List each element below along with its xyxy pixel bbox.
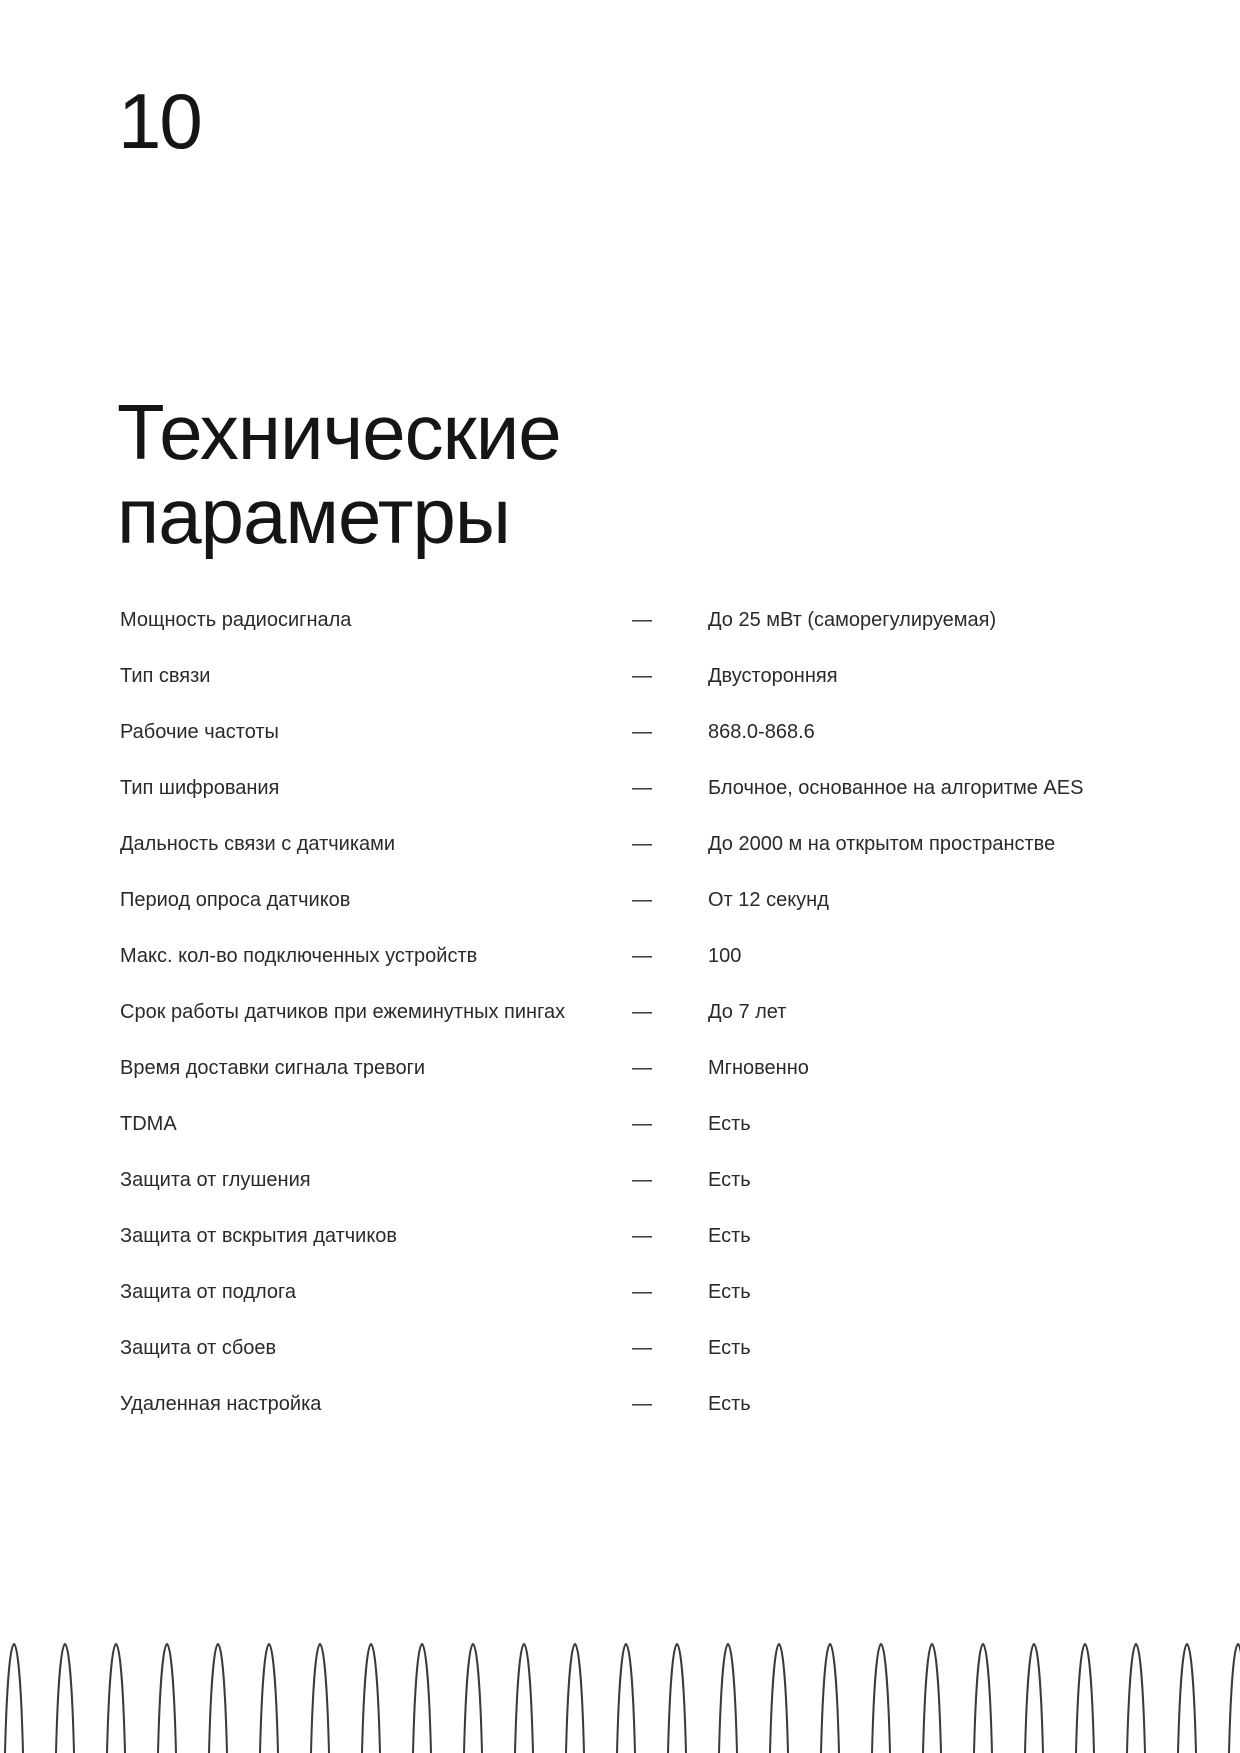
spec-label: Период опроса датчиков bbox=[120, 889, 351, 911]
spec-value: Есть bbox=[708, 1337, 751, 1359]
spec-value: До 25 мВт (саморегулируемая) bbox=[708, 609, 997, 631]
spec-dash: — bbox=[632, 777, 652, 799]
spec-row bbox=[120, 1320, 1120, 1376]
spec-dash: — bbox=[632, 665, 652, 687]
spec-row bbox=[120, 704, 1120, 760]
spec-dash: — bbox=[632, 721, 652, 743]
spec-value: Есть bbox=[708, 1169, 751, 1191]
spec-label: Макс. кол-во подключенных устройств bbox=[120, 945, 478, 967]
spec-row bbox=[120, 760, 1120, 816]
spec-label: Защита от подлога bbox=[120, 1281, 297, 1303]
spec-value: Блочное, основанное на алгоритме AES bbox=[708, 777, 1084, 799]
spec-list bbox=[120, 592, 1120, 1432]
spec-row bbox=[120, 1376, 1120, 1432]
spec-label: Защита от вскрытия датчиков bbox=[120, 1225, 398, 1247]
spec-row bbox=[120, 648, 1120, 704]
spec-dash: — bbox=[632, 1337, 652, 1359]
spec-label: Рабочие частоты bbox=[120, 721, 279, 743]
spec-value: До 7 лет bbox=[708, 1001, 787, 1023]
spec-dash: — bbox=[632, 833, 652, 855]
spec-dash: — bbox=[632, 1057, 652, 1079]
spec-value: До 2000 м на открытом пространстве bbox=[708, 833, 1056, 855]
spec-value: Двусторонняя bbox=[708, 665, 838, 687]
spec-label: Дальность связи с датчиками bbox=[120, 833, 396, 855]
spec-dash: — bbox=[632, 889, 652, 911]
spec-dash: — bbox=[632, 945, 652, 967]
spec-row bbox=[120, 816, 1120, 872]
spec-row bbox=[120, 1096, 1120, 1152]
spec-dash: — bbox=[632, 1225, 652, 1247]
spec-row bbox=[120, 928, 1120, 984]
page-title-line-2: параметры bbox=[117, 472, 510, 560]
page-title bbox=[117, 390, 561, 558]
wave-line bbox=[5, 1644, 1240, 1753]
decorative-wave-pattern bbox=[0, 1632, 1240, 1753]
spec-value: 100 bbox=[708, 945, 742, 967]
spec-row bbox=[120, 984, 1120, 1040]
spec-label: Защита от глушения bbox=[120, 1169, 311, 1191]
spec-value: Есть bbox=[708, 1113, 751, 1135]
page-title-line-1: Технические bbox=[117, 388, 561, 476]
spec-label: Срок работы датчиков при ежеминутных пингах bbox=[120, 1001, 566, 1023]
spec-row bbox=[120, 872, 1120, 928]
spec-value: От 12 секунд bbox=[708, 889, 829, 911]
spec-dash: — bbox=[632, 1113, 652, 1135]
spec-dash: — bbox=[632, 1281, 652, 1303]
spec-label: TDMA bbox=[120, 1113, 177, 1135]
spec-label: Тип связи bbox=[120, 665, 211, 687]
spec-row bbox=[120, 1040, 1120, 1096]
spec-value: Мгновенно bbox=[708, 1057, 809, 1079]
spec-row bbox=[120, 592, 1120, 648]
spec-dash: — bbox=[632, 1393, 652, 1415]
page-number: 10 bbox=[118, 77, 201, 165]
spec-dash: — bbox=[632, 609, 652, 631]
spec-value: Есть bbox=[708, 1281, 751, 1303]
spec-row bbox=[120, 1152, 1120, 1208]
spec-row bbox=[120, 1208, 1120, 1264]
spec-value: 868.0-868.6 bbox=[708, 721, 815, 743]
spec-label: Время доставки сигнала тревоги bbox=[120, 1057, 426, 1079]
spec-dash: — bbox=[632, 1169, 652, 1191]
spec-label: Удаленная настройка bbox=[120, 1393, 322, 1415]
spec-row bbox=[120, 1264, 1120, 1320]
spec-value: Есть bbox=[708, 1393, 751, 1415]
spec-dash: — bbox=[632, 1001, 652, 1023]
spec-label: Защита от сбоев bbox=[120, 1337, 277, 1359]
spec-value: Есть bbox=[708, 1225, 751, 1247]
spec-label: Мощность радиосигнала bbox=[120, 609, 352, 631]
spec-label: Тип шифрования bbox=[120, 777, 280, 799]
